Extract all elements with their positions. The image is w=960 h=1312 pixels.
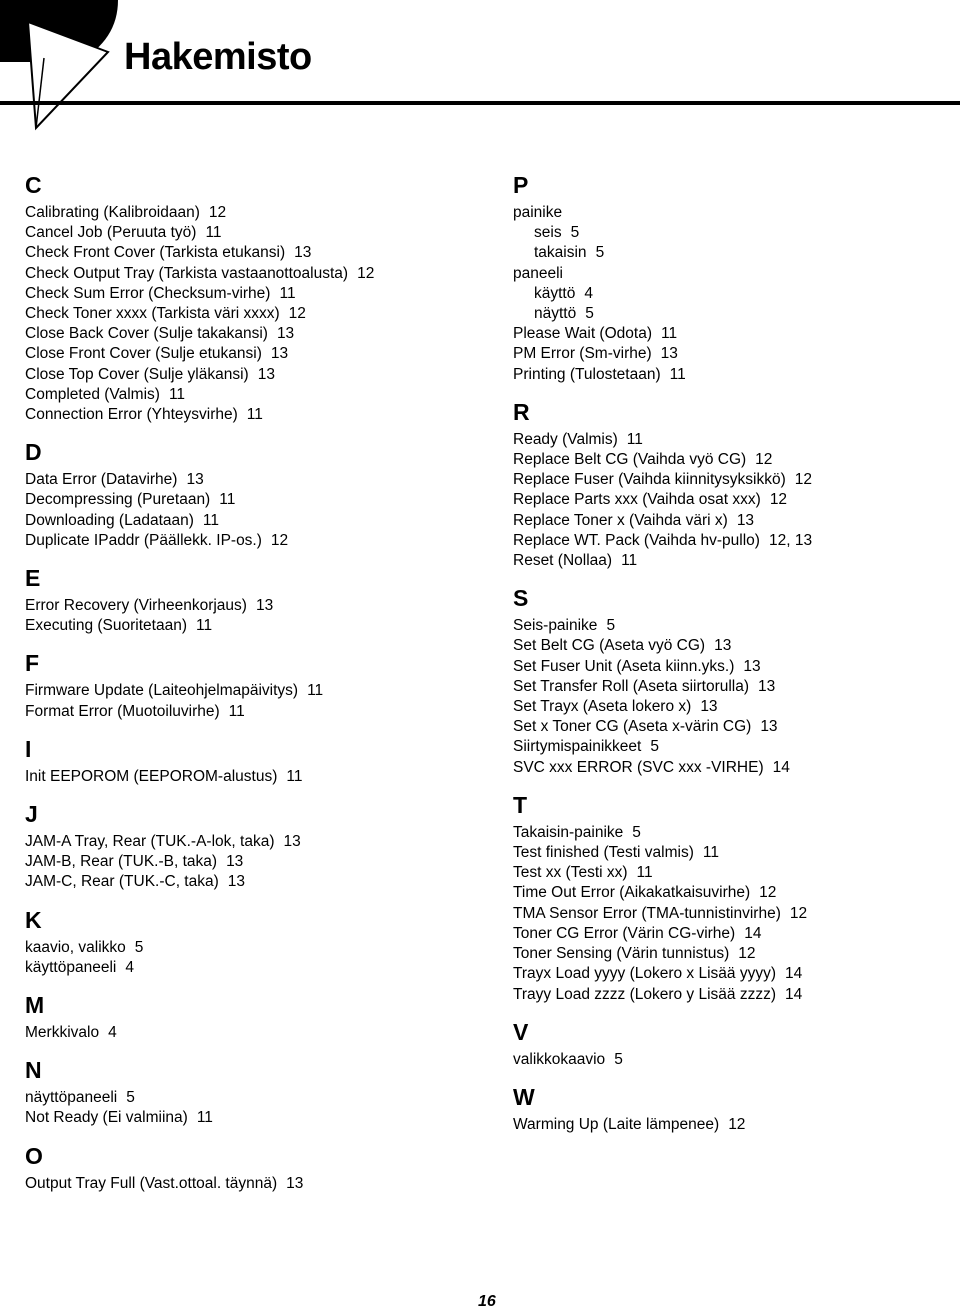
entry-text: Executing (Suoritetaan) — [25, 617, 187, 635]
entry-text: painike — [513, 204, 563, 221]
index-entry — [513, 677, 953, 697]
entry-page-ref: 5 — [595, 244, 605, 262]
index-subentry — [513, 223, 953, 243]
entry-text: Trayx Load yyyy (Lokero x Lisää yyyy) — [513, 965, 777, 983]
entry-text: Replace Belt CG (Vaihda vyö CG) — [513, 451, 747, 469]
entry-text: Cancel Job (Peruuta työ) — [25, 224, 197, 242]
entry-text: Trayy Load zzzz (Lokero y Lisää zzzz) — [513, 985, 777, 1003]
entry-text: Duplicate IPaddr (Päällekk. IP-os.) — [25, 531, 262, 549]
entry-text: Error Recovery (Virheenkorjaus) — [25, 597, 247, 615]
index-entry — [513, 924, 953, 944]
index-entry — [25, 938, 495, 958]
index-section — [513, 790, 953, 1005]
entry-text: käyttöpaneeli — [25, 958, 117, 976]
entry-text: Not Ready (Ei valmiina) — [25, 1109, 188, 1127]
index-entry — [513, 324, 953, 344]
section-letter: W — [513, 1083, 535, 1110]
index-entry — [25, 344, 495, 364]
index-entry — [25, 365, 495, 385]
index-entry — [25, 264, 495, 284]
entry-page-ref: 11 — [621, 552, 638, 570]
entry-page-ref: 13 — [714, 637, 732, 655]
entry-page-ref: 13 — [758, 677, 776, 695]
index-section — [25, 905, 495, 978]
entry-page-ref: 13 — [186, 471, 204, 489]
index-entry — [513, 964, 953, 984]
entry-text: Init EEPOROM (EEPOROM-alustus) — [25, 767, 278, 785]
index-entry — [513, 697, 953, 717]
index-section — [25, 799, 495, 893]
index-entry — [513, 430, 953, 450]
index-section — [25, 170, 495, 425]
entry-page-ref: 5 — [585, 305, 594, 323]
entry-page-ref: 11 — [702, 844, 719, 862]
entry-page-ref: 11 — [286, 767, 303, 785]
index-entry — [513, 1050, 953, 1070]
entry-text: paneeli — [513, 264, 563, 282]
entry-page-ref: 13 — [286, 1174, 304, 1192]
page-number: 16 — [478, 1293, 496, 1310]
index-entry — [513, 863, 953, 883]
entry-page-ref: 13 — [760, 718, 778, 736]
index-entry — [25, 767, 495, 787]
index-entry — [513, 843, 953, 863]
entry-page-ref: 12 — [755, 451, 773, 469]
index-section — [513, 397, 953, 571]
index-entry — [513, 985, 953, 1005]
entry-page-ref: 12 — [288, 305, 306, 323]
entry-page-ref: 5 — [606, 617, 616, 635]
section-letter: F — [25, 650, 40, 677]
index-entry — [25, 958, 495, 978]
entry-text: Replace Parts xxx (Vaihda osat xxx) — [513, 491, 761, 509]
entry-text: Please Wait (Odota) — [513, 325, 652, 343]
entry-text: näyttö — [534, 305, 577, 323]
entry-page-ref: 11 — [669, 365, 686, 383]
entry-page-ref: 5 — [570, 224, 580, 242]
index-entry — [25, 385, 495, 405]
entry-text: Completed (Valmis) — [25, 385, 160, 403]
entry-text: Check Toner xxxx (Tarkista väri xxxx) — [25, 305, 280, 323]
entry-text: Check Sum Error (Checksum-virhe) — [25, 284, 271, 302]
entry-page-ref: 14 — [772, 758, 790, 776]
entry-page-ref: 4 — [584, 284, 593, 302]
entry-page-ref: 13 — [257, 365, 275, 383]
entry-page-ref: 11 — [626, 430, 643, 448]
section-letter: K — [25, 906, 42, 933]
entry-text: käyttö — [534, 284, 576, 302]
entry-text: valikkokaavio — [513, 1050, 606, 1068]
entry-text: Toner Sensing (Värin tunnistus) — [513, 945, 730, 963]
entry-text: Set Transfer Roll (Aseta siirtorulla) — [513, 677, 750, 695]
index-section — [25, 734, 495, 787]
entry-page-ref: 4 — [125, 958, 134, 976]
entry-page-ref: 12 — [270, 531, 289, 549]
entry-text: Takaisin-painike — [513, 823, 624, 841]
section-letter: J — [25, 801, 38, 828]
entry-text: Replace WT. Pack (Vaihda hv-pullo) — [513, 531, 760, 549]
index-entry — [25, 872, 495, 892]
entry-page-ref: 12 — [759, 884, 777, 902]
entry-page-ref: 11 — [246, 406, 263, 424]
index-entry — [513, 264, 953, 284]
index-section — [513, 1017, 953, 1070]
index-subentry — [513, 304, 953, 324]
entry-text: Merkkivalo — [25, 1024, 100, 1042]
entry-text: Check Front Cover (Tarkista etukansi) — [25, 244, 286, 262]
entry-page-ref: 12 — [769, 491, 788, 509]
index-entry — [513, 717, 953, 737]
entry-page-ref: 12 — [728, 1115, 746, 1133]
index-entry — [25, 470, 495, 490]
section-letter: E — [25, 565, 41, 592]
entry-text: Printing (Tulostetaan) — [513, 365, 661, 383]
index-entry — [25, 490, 495, 510]
entry-page-ref: 11 — [279, 284, 296, 302]
index-section — [513, 170, 953, 385]
entry-text: Data Error (Datavirhe) — [25, 471, 178, 489]
index-entry — [25, 223, 495, 243]
entry-page-ref: 12 — [794, 471, 813, 489]
entry-page-ref: 11 — [307, 682, 324, 700]
index-section — [25, 990, 495, 1043]
entry-text: Time Out Error (Aikakatkaisuvirhe) — [513, 884, 751, 902]
entry-page-ref: 11 — [636, 864, 653, 882]
section-letter: O — [25, 1142, 43, 1169]
index-entry — [25, 1023, 495, 1043]
entry-text: SVC xxx ERROR (SVC xxx -VIRHE) — [513, 758, 764, 776]
index-entry — [25, 511, 495, 531]
entry-text: näyttöpaneeli — [25, 1089, 118, 1107]
entry-page-ref: 5 — [134, 938, 144, 956]
entry-page-ref: 11 — [228, 702, 245, 720]
index-column-left — [25, 168, 495, 1194]
entry-page-ref: 5 — [650, 738, 659, 756]
entry-text: JAM-A Tray, Rear (TUK.-A-lok, taka) — [25, 833, 275, 851]
entry-text: Reset (Nollaa) — [513, 552, 613, 570]
header-rule — [0, 101, 960, 105]
entry-page-ref: 13 — [743, 657, 761, 675]
index-entry — [513, 616, 953, 636]
entry-text: Toner CG Error (Värin CG-virhe) — [513, 924, 736, 942]
entry-text: Replace Fuser (Vaihda kiinnitysyksikkö) — [513, 471, 786, 489]
entry-page-ref: 5 — [614, 1050, 623, 1068]
section-letter: T — [513, 791, 528, 818]
index-entry — [25, 1108, 495, 1128]
entry-page-ref: 14 — [744, 924, 762, 942]
index-entry — [513, 1115, 953, 1135]
index-entry — [25, 681, 495, 701]
index-entry — [25, 203, 495, 223]
entry-text: Set Fuser Unit (Aseta kiinn.yks.) — [513, 657, 735, 675]
entry-page-ref: 14 — [785, 965, 803, 983]
entry-text: Connection Error (Yhteysvirhe) — [25, 406, 238, 424]
index-entry — [513, 490, 953, 510]
entry-page-ref: 12 — [738, 945, 756, 963]
index-entry — [513, 531, 953, 551]
entry-page-ref: 12 — [357, 264, 375, 282]
index-entry — [513, 823, 953, 843]
entry-text: seis — [534, 224, 562, 242]
index-subentry — [513, 284, 953, 304]
section-letter: M — [25, 992, 45, 1019]
index-entry — [513, 511, 953, 531]
page-title: Hakemisto — [124, 36, 312, 78]
entry-text: Check Output Tray (Tarkista vastaanottoalusta) — [25, 264, 349, 282]
index-entry — [25, 284, 495, 304]
entry-text: Calibrating (Kalibroidaan) — [25, 204, 200, 221]
entry-text: JAM-C, Rear (TUK.-C, taka) — [25, 873, 219, 891]
index-section — [25, 437, 495, 551]
section-letter: R — [513, 398, 530, 425]
entry-text: Close Top Cover (Sulje yläkansi) — [25, 365, 249, 383]
entry-page-ref: 11 — [660, 325, 678, 343]
entry-text: Test finished (Testi valmis) — [513, 844, 694, 862]
section-letter: V — [513, 1018, 529, 1045]
entry-page-ref: 13 — [283, 833, 301, 851]
entry-page-ref: 4 — [108, 1024, 117, 1042]
entry-text: Warming Up (Laite lämpenee) — [513, 1115, 720, 1133]
entry-text: TMA Sensor Error (TMA-tunnistinvirhe) — [513, 904, 781, 922]
index-section — [25, 563, 495, 636]
entry-page-ref: 13 — [294, 244, 312, 262]
section-letter: I — [25, 735, 32, 762]
entry-text: Ready (Valmis) — [513, 430, 618, 448]
index-entry — [25, 1088, 495, 1108]
index-section — [25, 1141, 495, 1194]
entry-text: Firmware Update (Laiteohjelmapäivitys) — [25, 682, 299, 700]
index-entry — [513, 344, 953, 364]
index-entry — [513, 636, 953, 656]
index-entry — [25, 531, 495, 551]
section-letter: P — [513, 172, 529, 198]
index-entry — [25, 852, 495, 872]
entry-page-ref: 13 — [660, 345, 678, 363]
entry-page-ref: 5 — [632, 823, 641, 841]
index-entry — [25, 832, 495, 852]
index-column-right — [513, 168, 953, 1135]
entry-text: Set Belt CG (Aseta vyö CG) — [513, 637, 706, 655]
entry-page-ref: 11 — [196, 1109, 213, 1127]
index-section — [25, 648, 495, 721]
entry-page-ref: 11 — [168, 385, 186, 403]
index-subentry — [513, 243, 953, 263]
index-section — [25, 1055, 495, 1128]
index-entry — [25, 243, 495, 263]
entry-text: Close Back Cover (Sulje takakansi) — [25, 325, 268, 343]
section-letter: C — [25, 172, 42, 198]
index-entry — [25, 405, 495, 425]
index-entry — [513, 203, 953, 223]
index-section — [513, 1082, 953, 1135]
index-entry — [513, 551, 953, 571]
index-entry — [513, 758, 953, 778]
section-letter: S — [513, 585, 529, 612]
entry-page-ref: 13 — [276, 325, 295, 343]
entry-text: Format Error (Muotoiluvirhe) — [25, 702, 220, 720]
section-letter: N — [25, 1057, 42, 1084]
index-entry — [513, 737, 953, 757]
entry-page-ref: 13 — [736, 511, 755, 529]
index-entry — [513, 365, 953, 385]
entry-text: JAM-B, Rear (TUK.-B, taka) — [25, 853, 218, 871]
index-entry — [25, 324, 495, 344]
index-entry — [513, 944, 953, 964]
index-entry — [513, 470, 953, 490]
index-entry — [25, 702, 495, 722]
entry-page-ref: 13 — [270, 345, 289, 363]
entry-text: Decompressing (Puretaan) — [25, 491, 211, 509]
entry-page-ref: 11 — [202, 511, 219, 529]
entry-text: Siirtymispainikkeet — [513, 738, 642, 756]
entry-page-ref: 13 — [700, 698, 718, 716]
entry-page-ref: 11 — [195, 617, 213, 635]
index-entry — [513, 657, 953, 677]
entry-text: Downloading (Ladataan) — [25, 511, 194, 529]
index-entry — [25, 596, 495, 616]
index-entry — [25, 1174, 495, 1194]
entry-page-ref: 13 — [255, 597, 274, 615]
entry-text: Replace Toner x (Vaihda väri x) — [513, 511, 728, 529]
entry-text: PM Error (Sm-virhe) — [513, 345, 652, 363]
entry-page-ref: 5 — [126, 1089, 135, 1107]
index-entry — [513, 450, 953, 470]
index-section — [513, 583, 953, 778]
entry-text: takaisin — [534, 244, 587, 262]
entry-page-ref: 13 — [227, 873, 246, 891]
entry-text: Output Tray Full (Vast.ottoal. täynnä) — [25, 1174, 278, 1192]
section-letter: D — [25, 439, 42, 466]
entry-page-ref: 11 — [219, 491, 236, 509]
entry-text: Test xx (Testi xx) — [513, 864, 628, 882]
index-entry — [25, 304, 495, 324]
entry-page-ref: 12 — [208, 204, 227, 221]
index-entry — [25, 616, 495, 636]
entry-text: Seis-painike — [513, 617, 598, 635]
entry-page-ref: 13 — [226, 853, 244, 871]
entry-page-ref: 12 — [789, 904, 808, 922]
entry-text: kaavio, valikko — [25, 938, 126, 956]
entry-text: Set x Toner CG (Aseta x-värin CG) — [513, 718, 752, 736]
index-entry — [513, 904, 953, 924]
index-entry — [513, 883, 953, 903]
entry-page-ref: 12, 13 — [768, 531, 813, 549]
entry-page-ref: 14 — [785, 985, 803, 1003]
entry-text: Set Trayx (Aseta lokero x) — [513, 698, 692, 716]
entry-page-ref: 11 — [205, 224, 222, 242]
chapter-logo-icon — [0, 0, 120, 135]
entry-text: Close Front Cover (Sulje etukansi) — [25, 345, 262, 363]
